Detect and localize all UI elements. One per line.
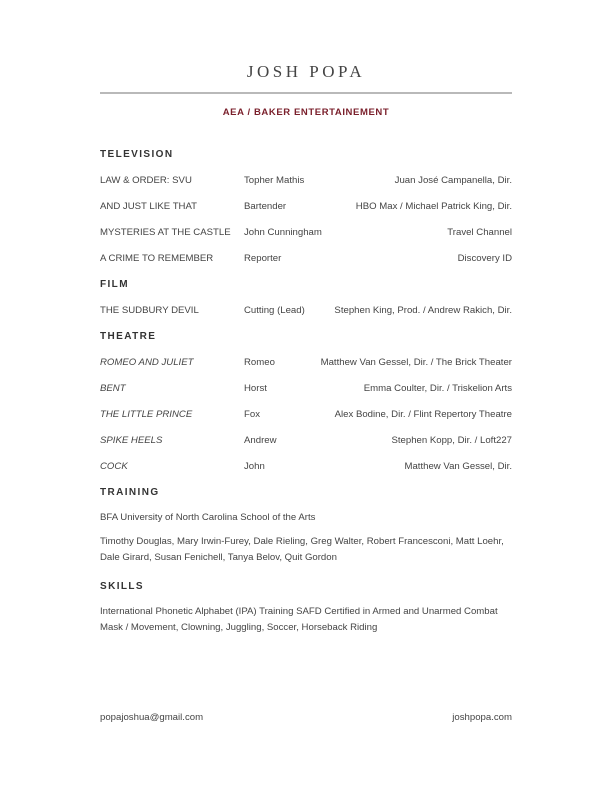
section-heading-theatre: THEATRE — [100, 331, 157, 342]
credit-title: A CRIME TO REMEMBER — [100, 253, 214, 264]
credit-role: Topher Mathis — [244, 175, 305, 186]
header-divider — [100, 92, 512, 94]
credit-company: Matthew Van Gessel, Dir. / The Brick Theater — [320, 357, 512, 368]
credit-company: Matthew Van Gessel, Dir. — [404, 461, 512, 472]
resume-body — [100, 142, 512, 644]
credit-title: ROMEO AND JULIET — [100, 357, 194, 368]
credit-role: Andrew — [244, 435, 277, 446]
contact-email[interactable]: popajoshua@gmail.com — [100, 712, 204, 723]
credit-role: John — [244, 461, 265, 472]
credit-company: Travel Channel — [447, 227, 512, 238]
credit-title: COCK — [100, 461, 128, 472]
credit-company: Emma Coulter, Dir. / Triskelion Arts — [363, 383, 512, 394]
credit-title: LAW & ORDER: SVU — [100, 175, 192, 186]
credit-role: Cutting (Lead) — [244, 305, 305, 316]
training-teachers: Timothy Douglas, Mary Irwin-Furey, Dale Rieling, Greg Walter, Robert Francesconi, Matt Loehr, Dale Girard, Susan Fenichell, Tanya Belov, Quit Gordon — [100, 536, 504, 563]
credit-role: Bartender — [244, 201, 287, 212]
actor-name: JOSH POPA — [246, 62, 366, 81]
credit-company: Alex Bodine, Dir. / Flint Repertory Theatre — [334, 409, 512, 420]
section-heading-training: TRAINING — [100, 487, 160, 498]
section-heading-television: TELEVISION — [100, 149, 174, 160]
section-heading-skills: SKILLS — [100, 581, 144, 592]
credit-company: Discovery ID — [457, 253, 512, 264]
credit-role: Horst — [244, 383, 267, 394]
skills-text: International Phonetic Alphabet (IPA) Training SAFD Certified in Armed and Unarmed Combat Mask / Movement, Clowning, Juggling, Soccer, Horseback Riding — [100, 606, 498, 633]
credit-title: THE LITTLE PRINCE — [100, 409, 193, 420]
credit-title: SPIKE HEELS — [100, 435, 163, 446]
credit-row — [100, 376, 512, 402]
credit-row — [100, 220, 512, 246]
credit-company: Stephen Kopp, Dir. / Loft227 — [391, 435, 512, 446]
credit-row — [100, 168, 512, 194]
agency-line: AEA / BAKER ENTERTAINEMENT — [222, 107, 390, 118]
credit-role: Reporter — [244, 253, 282, 264]
credit-title: THE SUDBURY DEVIL — [100, 305, 199, 316]
credit-row — [100, 350, 512, 376]
credit-role: Romeo — [244, 357, 275, 368]
credit-title: AND JUST LIKE THAT — [100, 201, 198, 212]
section-heading-film: FILM — [100, 279, 129, 290]
training-school: BFA University of North Carolina School of the Arts — [100, 512, 316, 523]
credit-company: HBO Max / Michael Patrick King, Dir. — [355, 201, 512, 212]
credit-role: Fox — [244, 409, 260, 420]
credit-row — [100, 428, 512, 454]
credit-row — [100, 298, 512, 324]
contact-website[interactable]: joshpopa.com — [452, 712, 512, 723]
credit-title: BENT — [100, 383, 126, 394]
credit-row — [100, 454, 512, 480]
credit-company: Juan José Campanella, Dir. — [394, 175, 512, 186]
credit-row — [100, 246, 512, 272]
credit-role: John Cunningham — [244, 227, 322, 238]
credit-title: MYSTERIES AT THE CASTLE — [100, 227, 231, 238]
credit-row — [100, 194, 512, 220]
credit-row — [100, 402, 512, 428]
credit-company: Stephen King, Prod. / Andrew Rakich, Dir. — [334, 305, 512, 316]
